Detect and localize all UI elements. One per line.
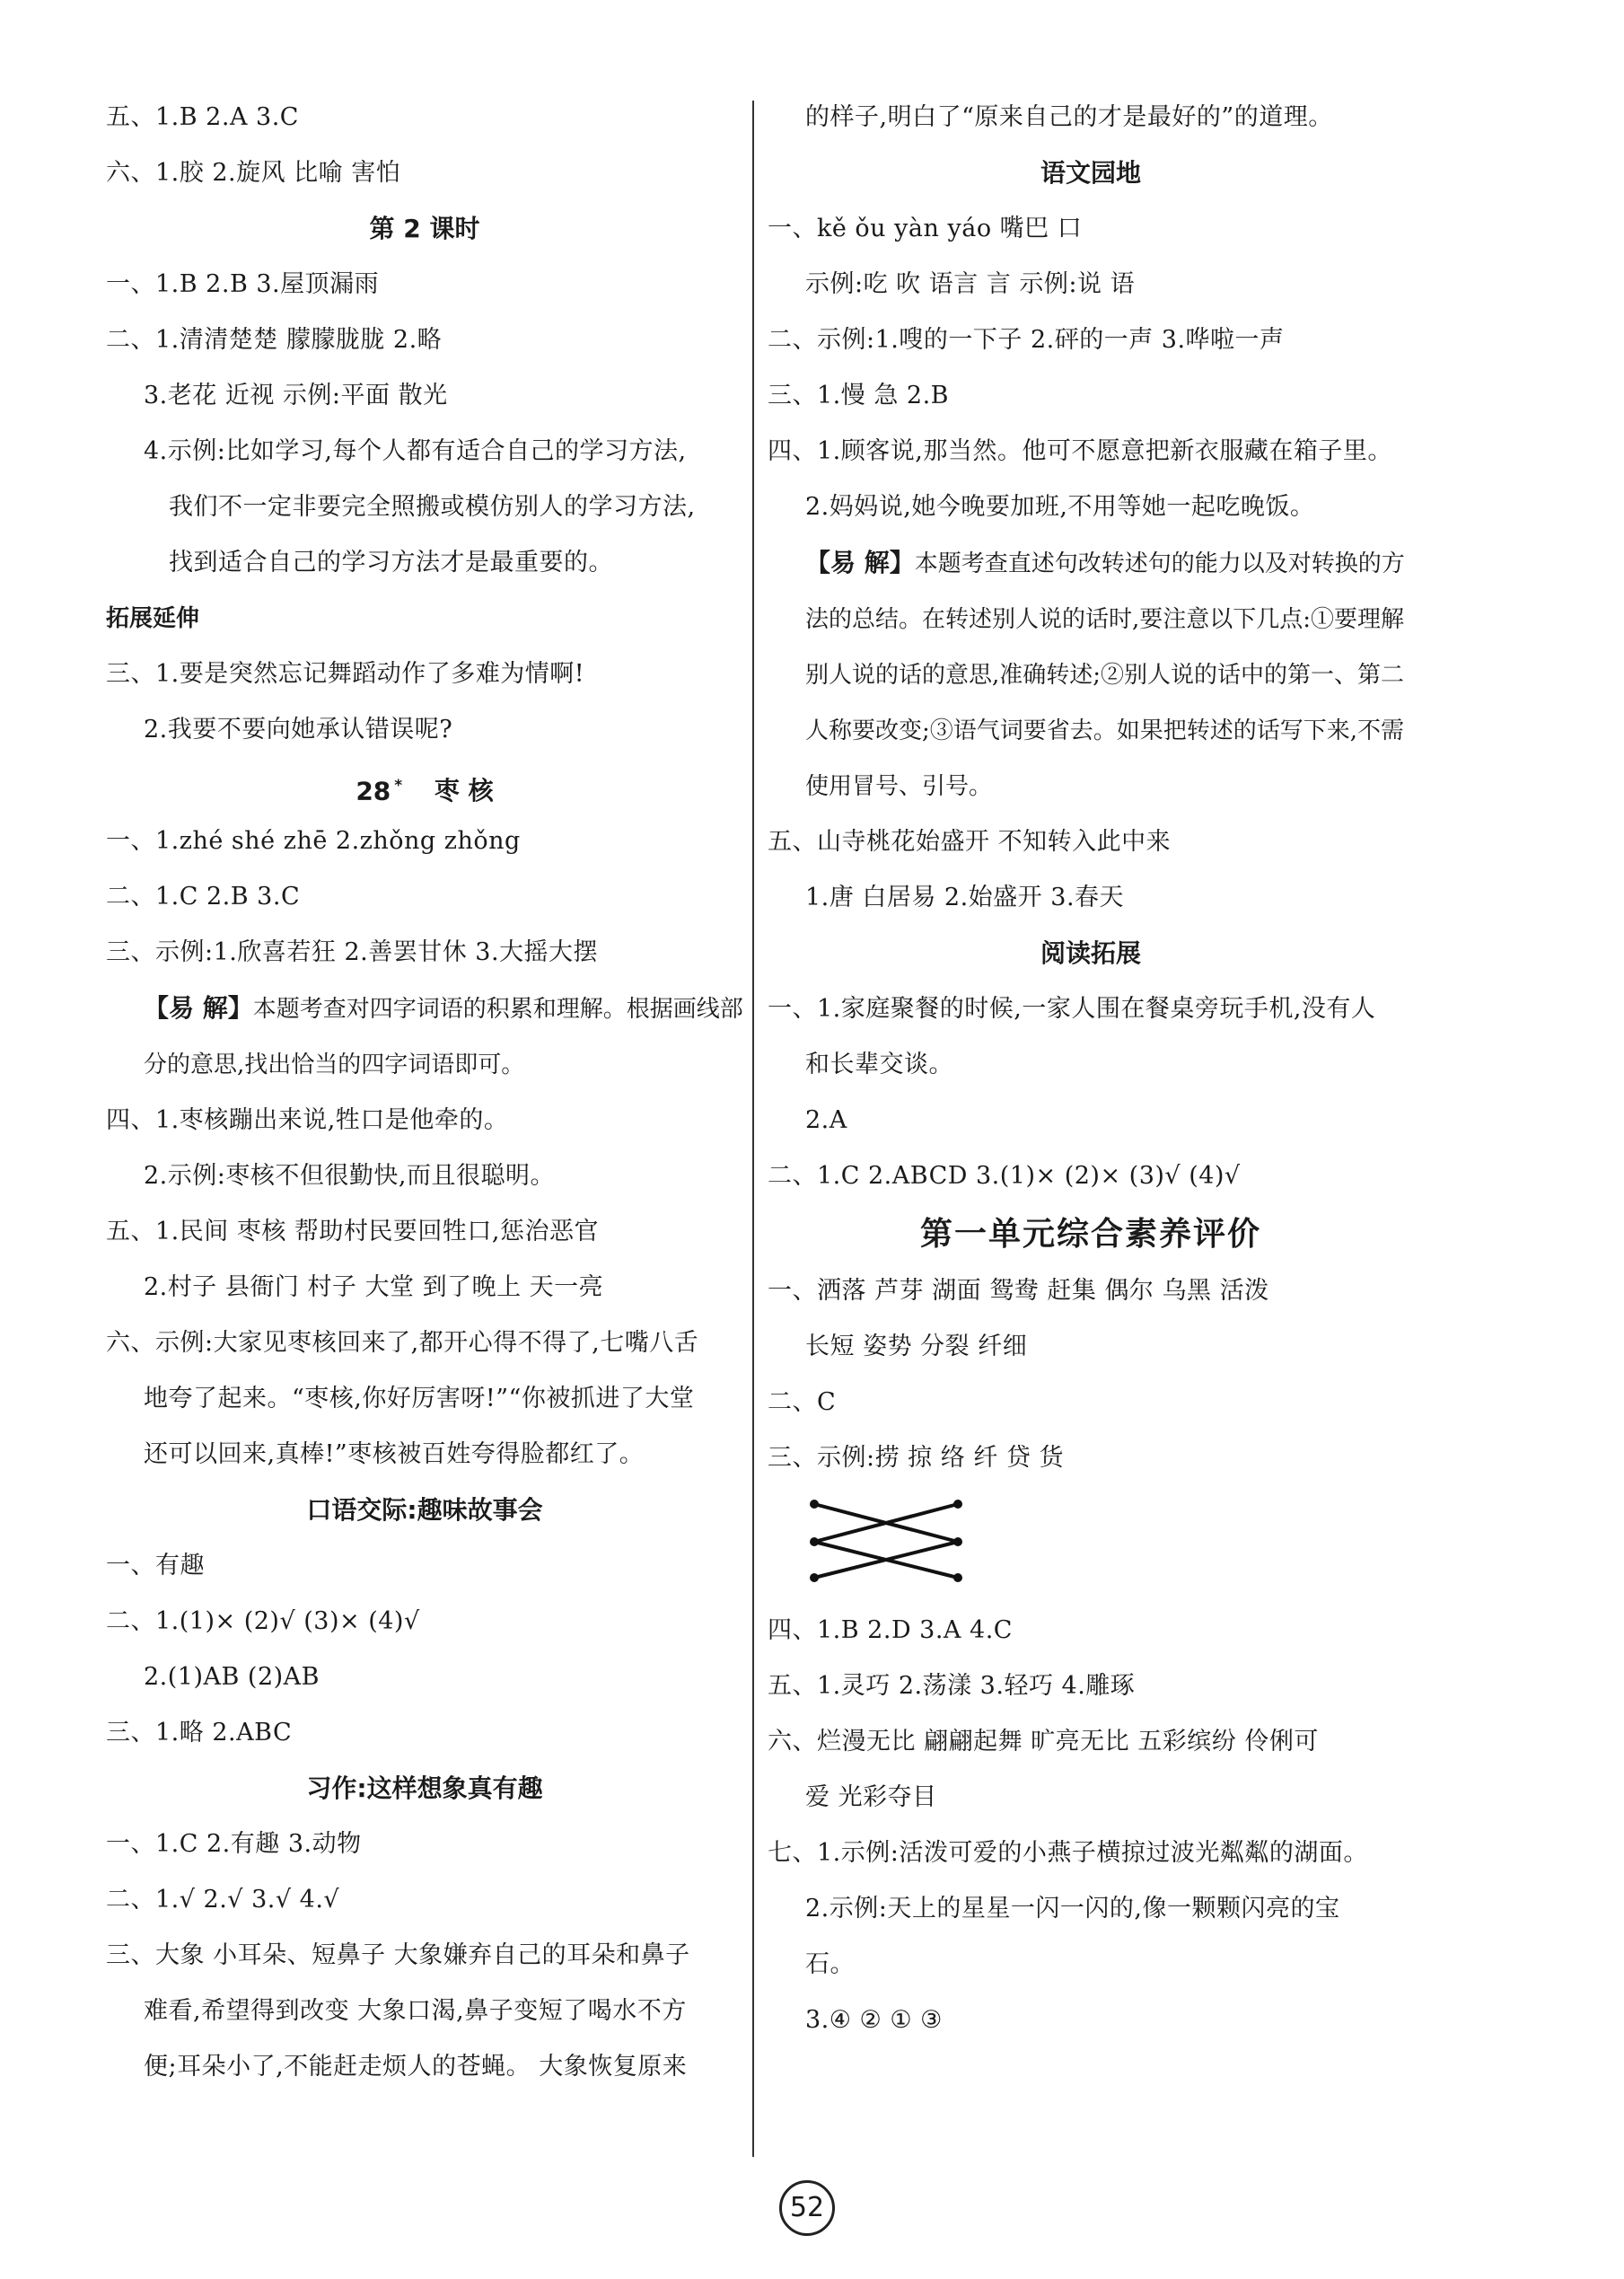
lesson-number: 28 [356, 776, 391, 806]
page-number: 52 [779, 2180, 835, 2236]
answer-line: 三、1.略 2.ABC [106, 1719, 293, 1747]
answer-line: 六、烂漫无比 翩翩起舞 旷亮无比 五彩缤纷 伶俐可 [768, 1728, 1319, 1755]
answer-line: 五、1.民间 枣核 帮助村民要回牲口,惩治恶官 [106, 1218, 600, 1245]
answer-line: 六、示例:大家见枣核回来了,都开心得不得了,七嘴八舌 [106, 1329, 699, 1357]
answer-line: 五、山寺桃花始盛开 不知转入此中来 [768, 828, 1172, 856]
lesson-title: 枣 核 [434, 776, 494, 806]
answer-line: 四、1.枣核蹦出来说,牲口是他牵的。 [106, 1106, 509, 1134]
answer-line: 地夸了起来。“枣核,你好厉害呀!”“你被抓进了大堂 [144, 1385, 695, 1412]
answer-line: 还可以回来,真棒!”枣核被百姓夸得脸都红了。 [144, 1440, 645, 1468]
answer-line: 2.妈妈说,她今晚要加班,不用等她一起吃晚饭。 [805, 493, 1315, 521]
answer-line: 三、1.慢 急 2.B [768, 382, 950, 409]
note-text: 本题考查直述句改转述句的能力以及对转换的方法的总结。在转述别人说的话时,要注意以下几点:①要理解别人说的话的意思,准确转述;②别人说的话中的第一、第二人称要改变;③语气词要省去。如果把转述的话写下来,不需使用冒号、引号。 [805, 550, 1405, 800]
answer-line: 一、1.家庭聚餐的时候,一家人围在餐桌旁玩手机,没有人 [768, 995, 1376, 1023]
answer-line: 五、1.B 2.A 3.C [106, 103, 299, 131]
column-divider [752, 101, 754, 2157]
answer-line: 的样子,明白了“原来自己的才是最好的”的道理。 [805, 103, 1333, 131]
answer-line: 便;耳朵小了,不能赶走烦人的苍蝇。 大象恢复原来 [144, 2053, 688, 2081]
answer-line: 长短 姿势 分裂 纤细 [805, 1333, 1028, 1360]
answer-line: 一、1.B 2.B 3.屋顶漏雨 [106, 270, 380, 298]
answer-line: 二、C [768, 1388, 837, 1416]
answer-line: 三、示例:捞 掠 络 纤 贷 货 [768, 1444, 1065, 1472]
answer-line: 二、1.√ 2.√ 3.√ 4.√ [106, 1886, 340, 1914]
answer-line: 三、示例:1.欣喜若狂 2.善罢甘休 3.大摇大摆 [106, 938, 599, 966]
matching-lines-figure [768, 1486, 1414, 1603]
left-column [106, 90, 743, 2095]
section-heading: 第 2 课时 [369, 214, 480, 243]
answer-line: 四、1.B 2.D 3.A 4.C [768, 1616, 1013, 1644]
answer-line: 我们不一定非要完全照搬或模仿别人的学习方法, [169, 493, 696, 521]
answer-line: 2.村子 县衙门 村子 大堂 到了晚上 天一亮 [144, 1273, 604, 1301]
answer-line: 2.示例:天上的星星一闪一闪的,像一颗颗闪亮的宝 [805, 1895, 1340, 1923]
section-heading: 语文园地 [1040, 158, 1141, 188]
answer-line: 2.A [805, 1106, 847, 1134]
answer-line: 2.示例:枣核不但很勤快,而且很聪明。 [144, 1162, 555, 1190]
answer-line: 2.我要不要向她承认错误呢? [144, 716, 453, 744]
answer-line: 1.唐 白居易 2.始盛开 3.春天 [805, 884, 1125, 911]
answer-line: 4.示例:比如学习,每个人都有适合自己的学习方法, [144, 437, 687, 465]
answer-line: 爱 光彩夺目 [805, 1783, 937, 1811]
answer-line: 六、1.胶 2.旋风 比喻 害怕 [106, 159, 401, 187]
answer-line: 二、1.C 2.ABCD 3.(1)× (2)× (3)√ (4)√ [768, 1162, 1241, 1190]
answer-line: 四、1.顾客说,那当然。他可不愿意把新衣服藏在箱子里。 [768, 437, 1392, 465]
note-tag: 【易 解】 [144, 993, 253, 1023]
section-heading: 口语交际:趣味故事会 [306, 1495, 543, 1525]
answer-line: 二、1.清清楚楚 朦朦胧胧 2.略 [106, 326, 443, 354]
answer-line: 二、示例:1.嗖的一下子 2.砰的一声 3.哗啦一声 [768, 326, 1285, 354]
answer-line: 二、1.(1)× (2)√ (3)× (4)√ [106, 1607, 420, 1635]
answer-line: 三、大象 小耳朵、短鼻子 大象嫌弃自己的耳朵和鼻子 [106, 1941, 690, 1969]
right-column [768, 90, 1414, 2048]
answer-line: 示例:吃 吹 语言 言 示例:说 语 [805, 270, 1136, 298]
answer-line: 一、1.zhé shé zhē 2.zhǒng zhǒng [106, 827, 521, 855]
answer-line: 2.(1)AB (2)AB [144, 1663, 320, 1691]
answer-line: 一、1.C 2.有趣 3.动物 [106, 1830, 362, 1858]
answer-line: 3.④ ② ① ③ [805, 2006, 943, 2034]
section-heading: 习作:这样想象真有趣 [306, 1773, 543, 1803]
answer-line: 一、kě ǒu yàn yáo 嘴巴 口 [768, 215, 1083, 242]
answer-line: 五、1.灵巧 2.荡漾 3.轻巧 4.雕琢 [768, 1672, 1136, 1700]
answer-line: 二、1.C 2.B 3.C [106, 883, 301, 911]
answer-line: 石。 [805, 1950, 855, 1978]
answer-line: 三、1.要是突然忘记舞蹈动作了多难为情啊! [106, 660, 585, 688]
note-text: 本题考查对四字词语的积累和理解。根据画线部分的意思,找出恰当的四字词语即可。 [144, 996, 743, 1078]
explanation-note [106, 981, 743, 1093]
answer-line: 3.老花 近视 示例:平面 散光 [144, 382, 448, 409]
matching-lines-diagram [805, 1486, 976, 1585]
answer-line: 一、洒落 芦芽 湖面 鸳鸯 赶集 偶尔 乌黑 活泼 [768, 1277, 1269, 1305]
lesson-star: * [394, 777, 403, 795]
section-heading: 阅读拓展 [1040, 938, 1141, 968]
sub-heading: 拓展延伸 [106, 605, 200, 632]
note-tag: 【易 解】 [805, 548, 915, 577]
explanation-note [768, 535, 1414, 814]
answer-line: 找到适合自己的学习方法才是最重要的。 [169, 549, 613, 576]
answer-line: 难看,希望得到改变 大象口渴,鼻子变短了喝水不方 [144, 1997, 687, 2025]
answer-line: 和长辈交谈。 [805, 1051, 953, 1078]
lesson-heading [106, 758, 743, 814]
answer-line: 一、有趣 [106, 1552, 205, 1579]
answer-line: 七、1.示例:活泼可爱的小燕子横掠过波光粼粼的湖面。 [768, 1839, 1368, 1867]
unit-heading: 第一单元综合素养评价 [919, 1215, 1261, 1253]
